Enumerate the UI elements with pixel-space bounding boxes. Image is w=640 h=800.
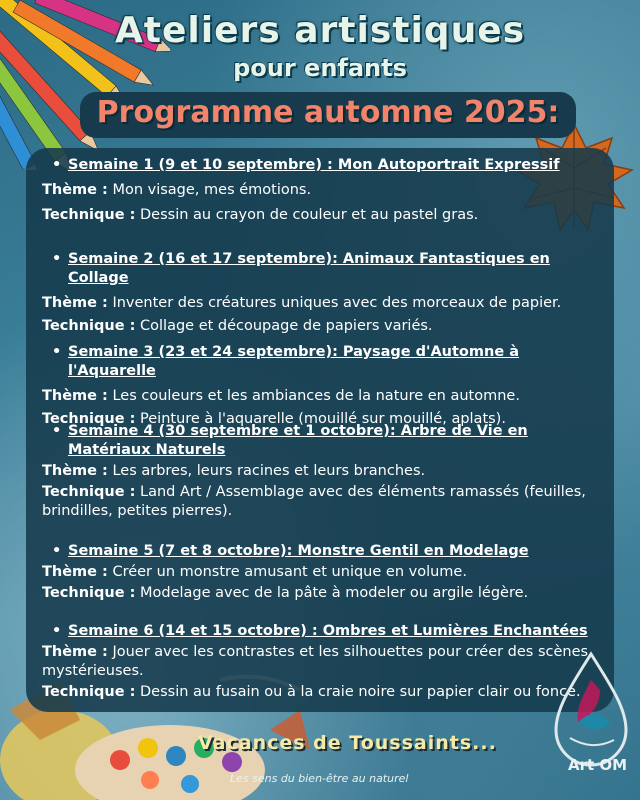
week-technique: Peinture à l'aquarelle (mouillé sur mouillé, aplats).	[140, 411, 506, 427]
technique-label: Technique :	[42, 207, 136, 223]
week-technique: Dessin au fusain ou à la craie noire sur papier clair ou foncé.	[140, 684, 581, 700]
week-title: • Semaine 1 (9 et 10 septembre) : Mon Autoportrait Expressif	[42, 156, 602, 175]
program-heading: Programme automne 2025:	[96, 95, 560, 130]
theme-label: Thème :	[42, 644, 108, 660]
theme-label: Thème :	[42, 463, 108, 479]
tagline: Les sens du bien-être au naturel	[230, 772, 409, 785]
logo-text: Art OM	[568, 756, 628, 774]
technique-label: Technique :	[42, 484, 136, 500]
theme-label: Thème :	[42, 295, 108, 311]
week-title: • Semaine 4 (30 septembre et 1 octobre): Arbre de Vie en Matériaux Naturels	[42, 422, 602, 460]
technique-label: Technique :	[42, 585, 136, 601]
page-subtitle: pour enfants	[233, 54, 407, 82]
page-title: Ateliers artistiques	[114, 10, 526, 51]
theme-label: Thème :	[42, 564, 108, 580]
week-technique: Modelage avec de la pâte à modeler ou argile légère.	[140, 585, 529, 601]
week-technique: Collage et découpage de papiers variés.	[140, 318, 433, 334]
week-6	[42, 622, 602, 702]
week-4	[42, 422, 602, 521]
week-title: • Semaine 3 (23 et 24 septembre): Paysage d'Automne à l'Aquarelle	[42, 343, 602, 381]
week-theme: Mon visage, mes émotions.	[112, 182, 312, 198]
week-5	[42, 542, 602, 603]
week-theme: Les couleurs et les ambiances de la nature en automne.	[112, 388, 520, 404]
technique-label: Technique :	[42, 318, 136, 334]
week-technique: Land Art / Assemblage avec des éléments ramassés (feuilles, brindilles, petites pierres).	[42, 484, 586, 519]
week-theme: Inventer des créatures uniques avec des morceaux de papier.	[112, 295, 562, 311]
week-2	[42, 250, 602, 336]
week-theme: Jouer avec les contrastes et les silhouettes pour créer des scènes mystérieuses.	[42, 644, 589, 679]
week-technique: Dessin au crayon de couleur et au pastel gras.	[140, 207, 479, 223]
technique-label: Technique :	[42, 411, 136, 427]
vacances-caption: Vacances de Toussaints...	[198, 732, 497, 754]
week-title: • Semaine 5 (7 et 8 octobre): Monstre Gentil en Modelage	[42, 542, 602, 561]
week-theme: Les arbres, leurs racines et leurs branches.	[112, 463, 426, 479]
week-1	[42, 156, 602, 225]
theme-label: Thème :	[42, 388, 108, 404]
technique-label: Technique :	[42, 684, 136, 700]
week-title: • Semaine 2 (16 et 17 septembre): Animaux Fantastiques en Collage	[42, 250, 602, 288]
week-title: • Semaine 6 (14 et 15 octobre) : Ombres et Lumières Enchantées	[42, 622, 602, 641]
week-3	[42, 343, 602, 429]
art-om-logo-icon	[548, 650, 634, 770]
theme-label: Thème :	[42, 182, 108, 198]
week-theme: Créer un monstre amusant et unique en volume.	[112, 564, 467, 580]
